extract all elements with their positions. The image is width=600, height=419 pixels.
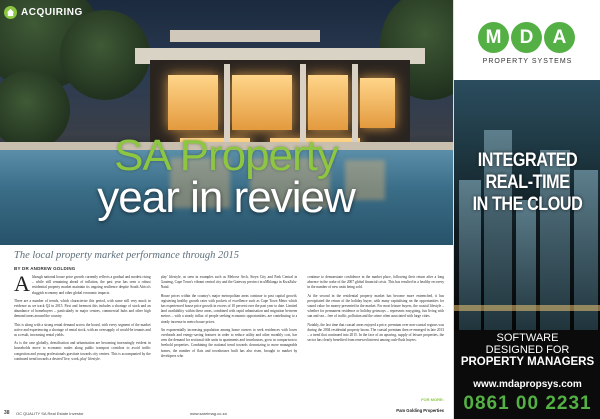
logo-letter-a: A — [544, 22, 575, 53]
section-tag — [4, 6, 83, 19]
paragraph: An exponentially increasing population among home owners to seek residences with lower overheads and energy-saving features in order to reduce utility and other monthly cost, has seen the demand for sectional title units in apartments and townhouses, grow in comparison to freehold properties. Combining the national trend towards downsizing to more manageable homes, the number of flats and townhouses built has also risen, brought to market by developers who — [160, 327, 298, 358]
paragraph: House prices within the country's major metropolitan areas continue to post capital growth, registering healthy growth rates with pockets of excellence such as Cape Town Metro which has experienced house price growth in excess of 10 percent over the past year to date. Limited land availability within these areas, combined with rapid urbanisation and migration between metros – with a steady influx of people seeking economic opportunities, are contributing to a steady increase in metro house prices. — [160, 293, 298, 324]
title-line-1: SA Property — [114, 131, 338, 180]
tagline-line-2: DESIGNED FOR — [485, 344, 570, 356]
magazine-name: OC QUALITY SA Real Estate Investor — [16, 411, 84, 416]
title-line-2: year in review — [97, 172, 355, 222]
advertisement[interactable] — [453, 0, 600, 419]
author-note-label: FOR MORE: — [421, 397, 444, 402]
ad-tagline — [454, 332, 600, 368]
ad-headline-line: REAL-TIME — [485, 172, 570, 193]
tagline-line-1: SOFTWARE — [496, 332, 559, 344]
body-column-3 — [307, 275, 444, 405]
section-label: ACQUIRING — [21, 7, 83, 18]
magazine-website: www.sareimag.co.za — [190, 411, 227, 416]
ad-subtitle: PROPERTY SYSTEMS — [482, 58, 573, 65]
drop-cap: A — [14, 275, 30, 296]
paragraph: There are a number of trends, which characterise this period, with some still very much in evidence as we track Q2 in 2015. First and foremost this includes a shortage of stock and an abundance of homebuyers – particularly in major centres, commercial hubs and other high demand areas around the country. — [14, 298, 151, 319]
ad-headline-line: IN THE CLOUD — [472, 194, 583, 215]
paragraph: At the second in the residential property market has become more entrenched, it has precipitated the return of the holiday buyer, with many capitalising on the opportunities for sound value for money presented in the market. For most leisure buyers, the coastal lifestyle – whether for permanent residence or holiday getaways – represents easygoing, fun living with sun and sea – free of traffic, pollution and the crime often associated with large cities. — [307, 293, 445, 319]
ad-phone-number[interactable]: 0861 00 2231 — [463, 393, 592, 414]
byline: BY DR ANDREW GOLDING — [14, 266, 76, 271]
ad-logo-area — [454, 0, 600, 80]
article-title — [36, 131, 416, 222]
paragraph: As is the case globally, densification and urbanisation are becoming increasingly evident in households move to economic nodes along public transport corridors to avoid traffic congestion and young professionals gravitate towards city centres. This is accompanied by the continued trend towards a desired 'live, work, play' lifestyle. — [14, 341, 151, 361]
logo-letter-m: M — [478, 22, 509, 53]
paragraph: This is along with a strong rental demand across the board, with every segment of the market active and experiencing a shortage of rental stock, with an oversupply of would-be tenants and as a result, increasing rental yields. — [14, 322, 151, 338]
hero-photo — [0, 0, 453, 245]
ad-website-link[interactable]: www.mdapropsys.com — [473, 379, 582, 390]
paragraph: play' lifestyle, as seen in examples such as Melrose Arch, Steyn City and Park Central in Gauteng, Cape Town's vibrant central city and the Gateway precinct in uMhlanga in KwaZulu-Natal. — [160, 275, 298, 290]
tagline-line-3: PROPERTY MANAGERS — [460, 356, 595, 368]
paragraph: continue to demonstrate confidence in the market place, following their return after a long absence in the wake of the 2007 global financial crisis. This has resulted in a healthy recovery in the number of new units being sold. — [307, 275, 445, 290]
ad-headline-line: INTEGRATED — [477, 150, 578, 171]
standfirst: The local property market performance through 2015 — [14, 250, 239, 261]
page-footer — [0, 408, 453, 419]
logo-letter-d: D — [511, 22, 542, 53]
company-name: Pam Golding Properties — [396, 408, 444, 413]
home-icon — [4, 6, 17, 19]
article-body — [14, 275, 444, 405]
ad-headline — [454, 150, 600, 216]
body-column-1 — [14, 275, 151, 405]
mda-logo — [478, 22, 575, 53]
paragraph: Notably, the last time that coastal areas enjoyed a price, premium over non-coastal regions was during the 2004 residential property boom. The coastal premium then re-emerged in late 2013 – a trend that continued into 2015. In the face of an upswing, supply of leisure properties, the sector has clearly benefited from renewed interest among cash-flush buyers. — [307, 322, 445, 343]
body-column-2 — [161, 275, 298, 405]
paragraph: Although national house price growth currently reflects a gradual and modest rising – while still remaining ahead of inflation, the past year has seen a robust residential property market maintain its ongoing resilience despite South Africa's sluggish economy and other global economic impacts. — [14, 275, 151, 296]
page-number: 38 — [4, 410, 10, 416]
